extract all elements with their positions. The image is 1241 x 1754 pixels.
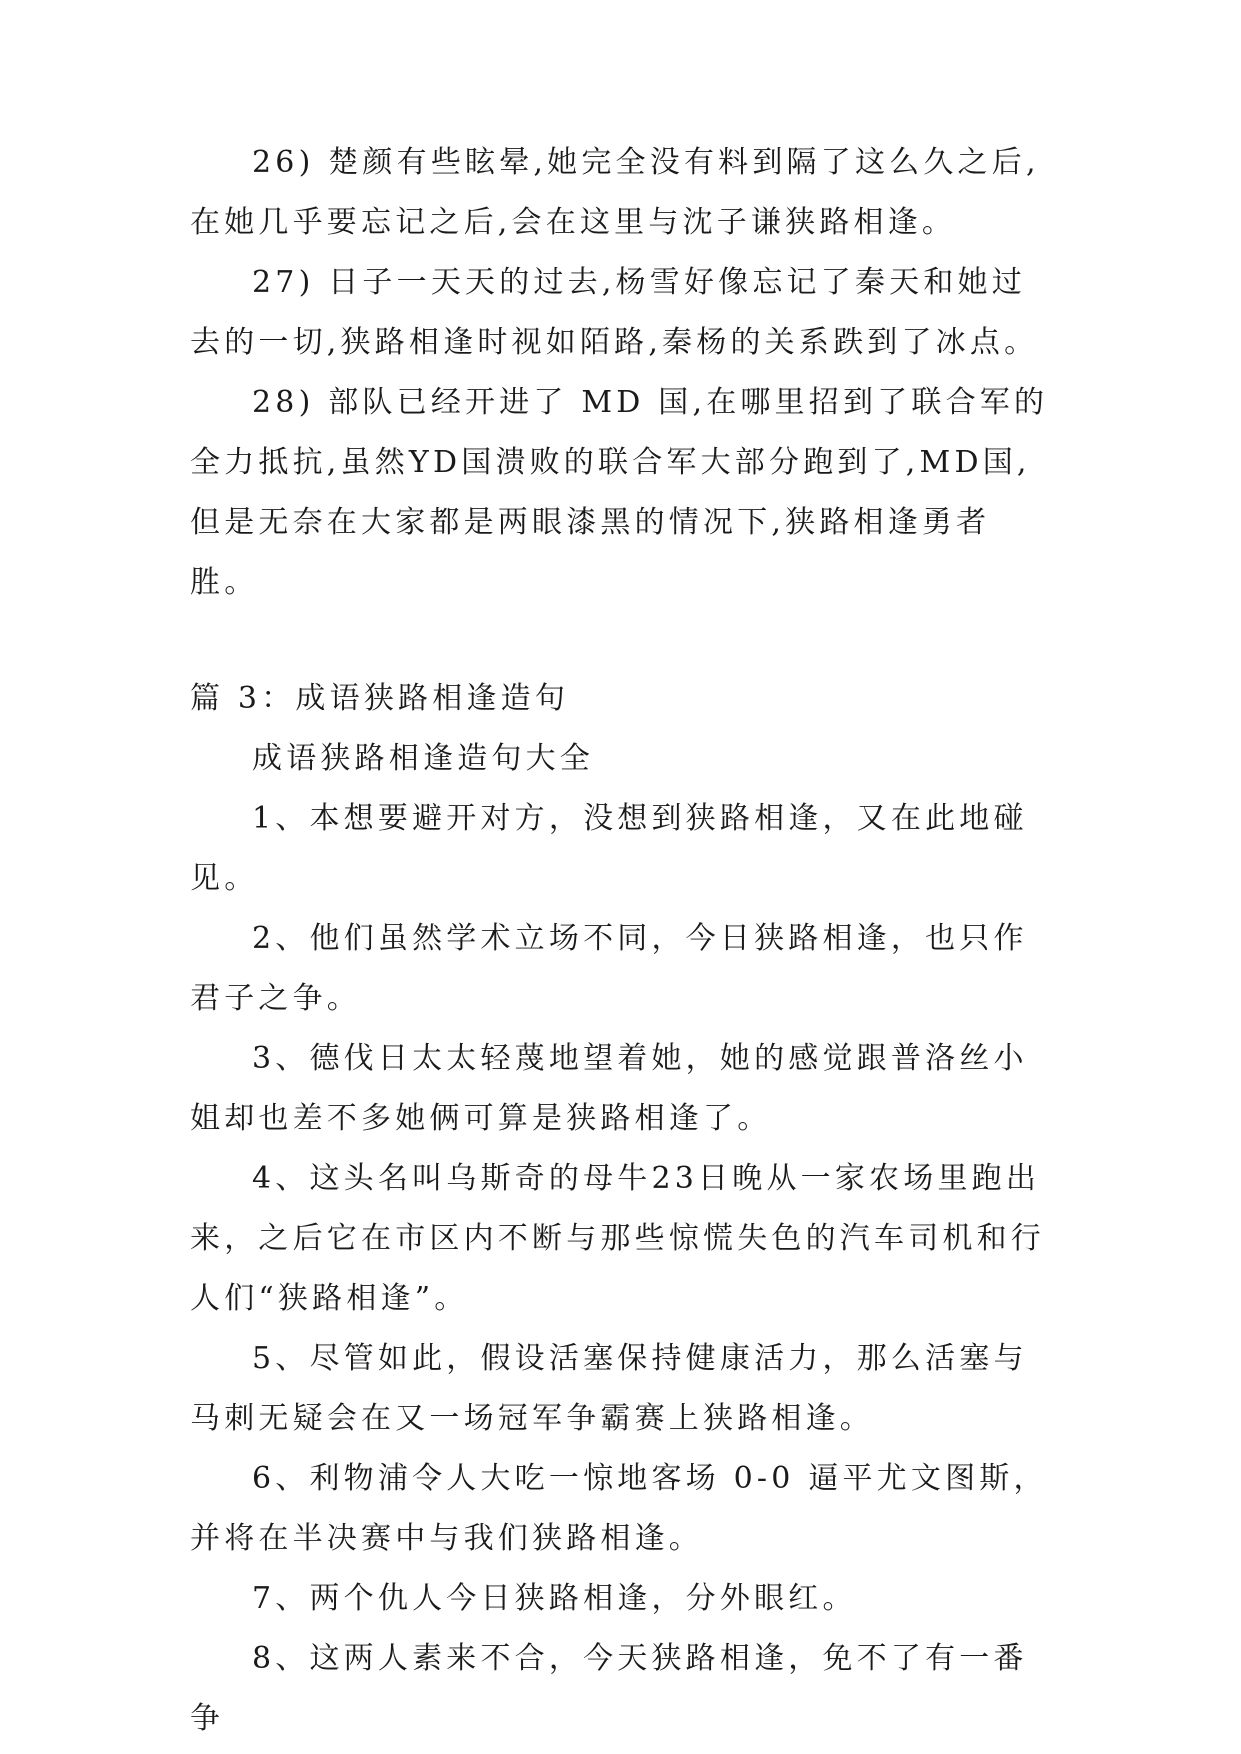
example-sentence-8: 8、这两人素来不合，今天狭路相逢，免不了有一番争: [190, 1641, 1028, 1736]
example-sentence-1: 1、本想要避开对方，没想到狭路相逢，又在此地碰见。: [190, 801, 1028, 896]
example-sentence-5: 5、尽管如此，假设活塞保持健康活力，那么活塞与马刺无疑会在又一场冠军争霸赛上狭路相逢。: [190, 1341, 1028, 1436]
section-heading: 篇 3：成语狭路相逢造句: [190, 681, 570, 716]
sentence-27: 27) 日子一天天的过去,杨雪好像忘记了秦天和她过去的一切,狭路相逢时视如陌路,秦杨的关系跌到了冰点。: [190, 265, 1039, 360]
example-sentence-4: 4、这头名叫乌斯奇的母牛23日晚从一家农场里跑出来，之后它在市区内不断与那些惊慌失色的汽车司机和行人们“狭路相逢”。: [190, 1161, 1045, 1316]
example-sentence-6: 6、利物浦令人大吃一惊地客场 0-0 逼平尤文图斯，并将在半决赛中与我们狭路相逢。: [190, 1461, 1048, 1556]
sentence-28: 28) 部队已经开进了 MD 国,在哪里招到了联合军的全力抵抗,虽然YD国溃败的联合军大部分跑到了,MD国,但是无奈在大家都是两眼漆黑的情况下,狭路相逢勇者胜。: [190, 385, 1049, 600]
example-sentence-3: 3、德伐日太太轻蔑地望着她，她的感觉跟普洛丝小姐却也差不多她俩可算是狭路相逢了。: [190, 1041, 1028, 1136]
sentence-26: 26) 楚颜有些眩晕,她完全没有料到隔了这么久之后,在她几乎要忘记之后,会在这里与沈子谦狭路相逢。: [190, 145, 1040, 240]
section-subheading: 成语狭路相逢造句大全: [252, 741, 594, 776]
example-sentence-2: 2、他们虽然学术立场不同，今日狭路相逢，也只作君子之争。: [190, 921, 1028, 1016]
section-continued-sentences: [190, 133, 1050, 1749]
section-gap: [190, 613, 1050, 669]
example-sentence-7: 7、两个仇人今日狭路相逢，分外眼红。: [252, 1581, 857, 1616]
